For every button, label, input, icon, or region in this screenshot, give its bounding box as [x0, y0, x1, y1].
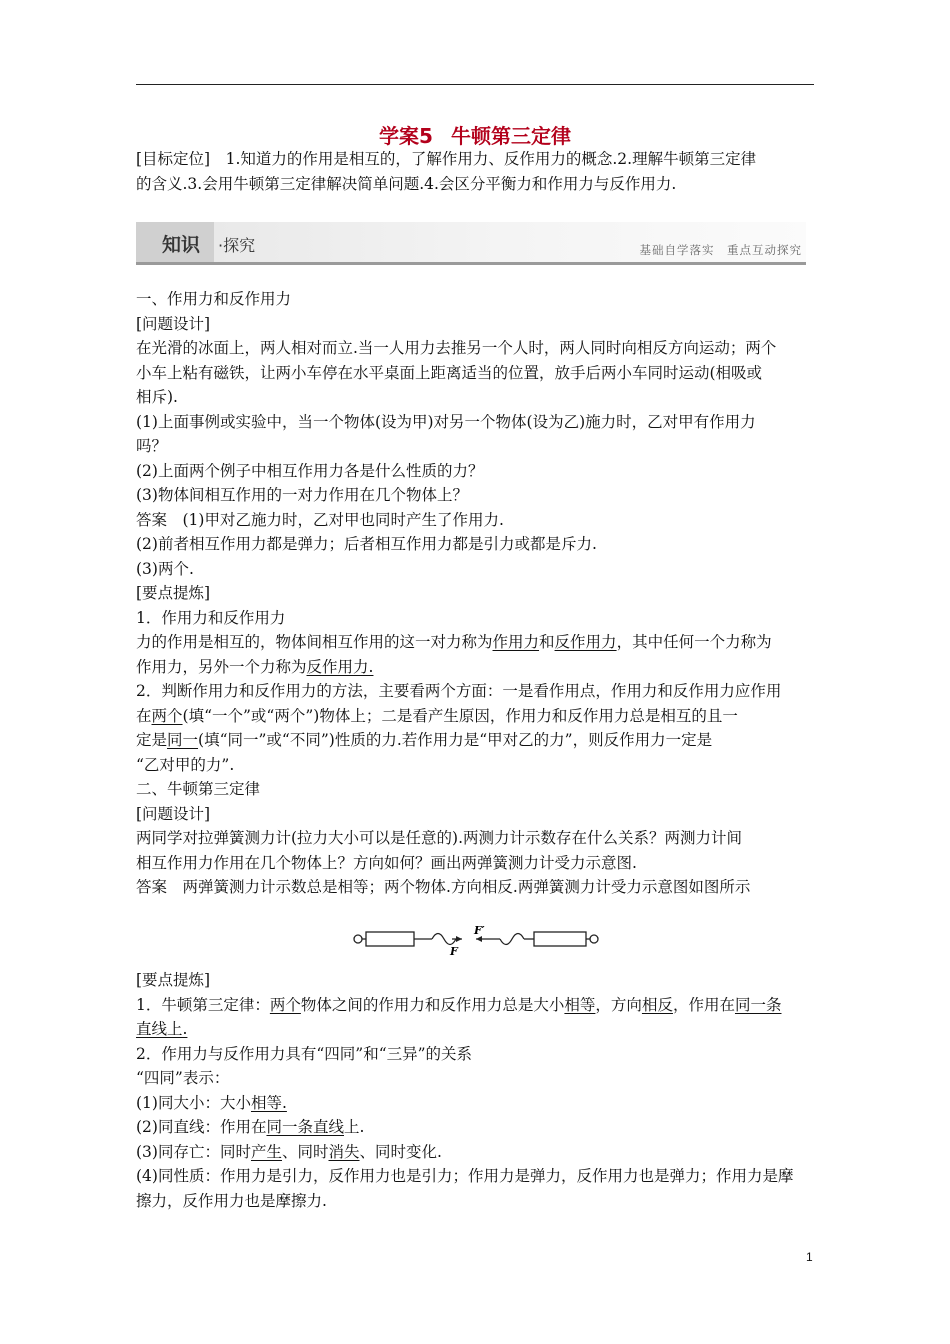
blank-answer: 直线上. [136, 1020, 188, 1038]
spring-scale-force-diagram [352, 922, 600, 956]
top-rule [136, 84, 814, 85]
key-point-line: 定是同一(填“同一”或“不同”)性质的力.若作用力是“甲对乙的力”，则反作用力一定是 [136, 731, 713, 749]
page-number: 1 [806, 1250, 813, 1264]
list-item: (1)同大小：大小相等. [136, 1093, 287, 1112]
blank-answer: 消失 [328, 1142, 360, 1161]
blank-answer: 反作用力. [306, 657, 374, 676]
answer: 答案 (1)甲对乙施力时，乙对甲也同时产生了作用力. [136, 510, 504, 529]
section-heading: 二、牛顿第三定律 [136, 780, 261, 798]
blank-answer: 相反 [641, 995, 673, 1014]
blank-answer: 反作用力 [554, 633, 617, 651]
tag: [要点提炼] [136, 584, 211, 602]
title-label: 学案5 [379, 124, 433, 148]
list-item: (2)同直线：作用在同一条直线上. [136, 1118, 365, 1136]
key-point-line: 在两个(填“一个”或“两个”)物体上；二是看产生原因，作用力和反作用力总是相互的且一 [136, 706, 738, 725]
section-1 [136, 287, 814, 900]
question: (1)上面事例或实验中，当一个物体(设为甲)对另一个物体(设为乙)施力时，乙对甲有作用力 [136, 412, 756, 431]
answer: (2)前者相互作用力都是弹力；后者相互作用力都是引力或都是斥力. [136, 535, 597, 553]
answer: 答案 两弹簧测力计示数总是相等；两个物体.方向相反.两弹簧测力计受力示意图如图所示 [136, 878, 751, 896]
law-line [136, 1017, 814, 1042]
answer: (3)两个. [136, 559, 194, 578]
key-point-line: 力的作用是相互的，物体间相互作用的这一对力称为作用力和反作用力，其中任何一个力称为 [136, 633, 772, 651]
objectives-line: 的含义.3.会用牛顿第三定律解决简单问题.4.会区分平衡力和作用力与反作用力. [136, 174, 677, 193]
blank-answer: 两个 [269, 995, 301, 1014]
key-point-line: 作用力，另外一个力称为反作用力. [136, 657, 374, 676]
blank-answer: 产生 [250, 1142, 282, 1161]
question: (2)上面两个例子中相互作用力各是什么性质的力？ [136, 461, 484, 480]
tag: [问题设计] [136, 804, 211, 823]
objectives-line: [目标定位] 1.知道力的作用是相互的，了解作用力、反作用力的概念.2.理解牛顿第三定律 [136, 150, 757, 168]
blank-answer: 两个 [151, 706, 183, 725]
key-point-line: 2．作用力与反作用力具有“四同”和“三异”的关系 [136, 1044, 473, 1063]
banner-title: 知识 [162, 234, 201, 256]
banner-tagline: 基础自学落实 重点互动探究 [639, 243, 802, 257]
tag: [要点提炼] [136, 971, 211, 989]
blank-answer: 同一 [167, 731, 199, 749]
tag: [问题设计] [136, 314, 211, 333]
force-label-f: F [450, 945, 458, 956]
blank-answer: 相等 [564, 995, 596, 1014]
blank-answer: 作用力 [492, 633, 540, 651]
title-topic: 牛顿第三定律 [450, 124, 571, 148]
key-point-line: “乙对甲的力”. [136, 755, 235, 774]
section-2-key-points [136, 968, 814, 1213]
paragraph-line: 相互作用力作用在几个物体上？方向如何？画出两弹簧测力计受力示意图. [136, 853, 637, 872]
question: (3)物体间相互作用的一对力作用在几个物体上？ [136, 486, 468, 504]
question: 吗？ [136, 437, 168, 455]
key-point-line: 2．判断作用力和反作用力的方法，主要看两个方面：一是看作用点，作用力和反作用力应作用 [136, 682, 782, 700]
paragraph-line: 小车上粘有磁铁，让两小车停在水平桌面上距离适当的位置，放手后两小车同时运动(相吸或 [136, 363, 763, 382]
objectives [136, 147, 814, 196]
list-item: (3)同存亡：同时产生、同时消失、同时变化. [136, 1142, 442, 1161]
paragraph-line: 相斥). [136, 388, 178, 406]
blank-answer: 同一条直线 [266, 1118, 344, 1136]
paragraph-line: 两同学对拉弹簧测力计(拉力大小可以是任意的).两测力计示数存在什么关系？两测力计间 [136, 829, 743, 847]
law-line: 1．牛顿第三定律：两个物体之间的作用力和反作用力总是大小相等，方向相反，作用在同一条 [136, 995, 782, 1014]
blank-answer: 同一条 [734, 995, 782, 1014]
page-title [0, 120, 950, 149]
key-point-title: 1．作用力和反作用力 [136, 608, 286, 627]
banner-subtitle: ·探究 [218, 236, 256, 255]
list-item: (4)同性质：作用力是引力，反作用力也是引力；作用力是弹力，反作用力也是弹力；作用力是摩 [136, 1167, 794, 1185]
key-point-line: “四同”表示： [136, 1069, 230, 1087]
blank-answer: 相等. [250, 1093, 287, 1112]
section-banner [136, 222, 806, 262]
section-heading: 一、作用力和反作用力 [136, 290, 292, 308]
paragraph-line: 在光滑的冰面上，两人相对而立.当一人用力去推另一个人时，两人同时向相反方向运动；两个 [136, 339, 777, 357]
list-item: 擦力，反作用力也是摩擦力. [136, 1191, 327, 1210]
force-label-f-prime: F′ [474, 924, 485, 937]
